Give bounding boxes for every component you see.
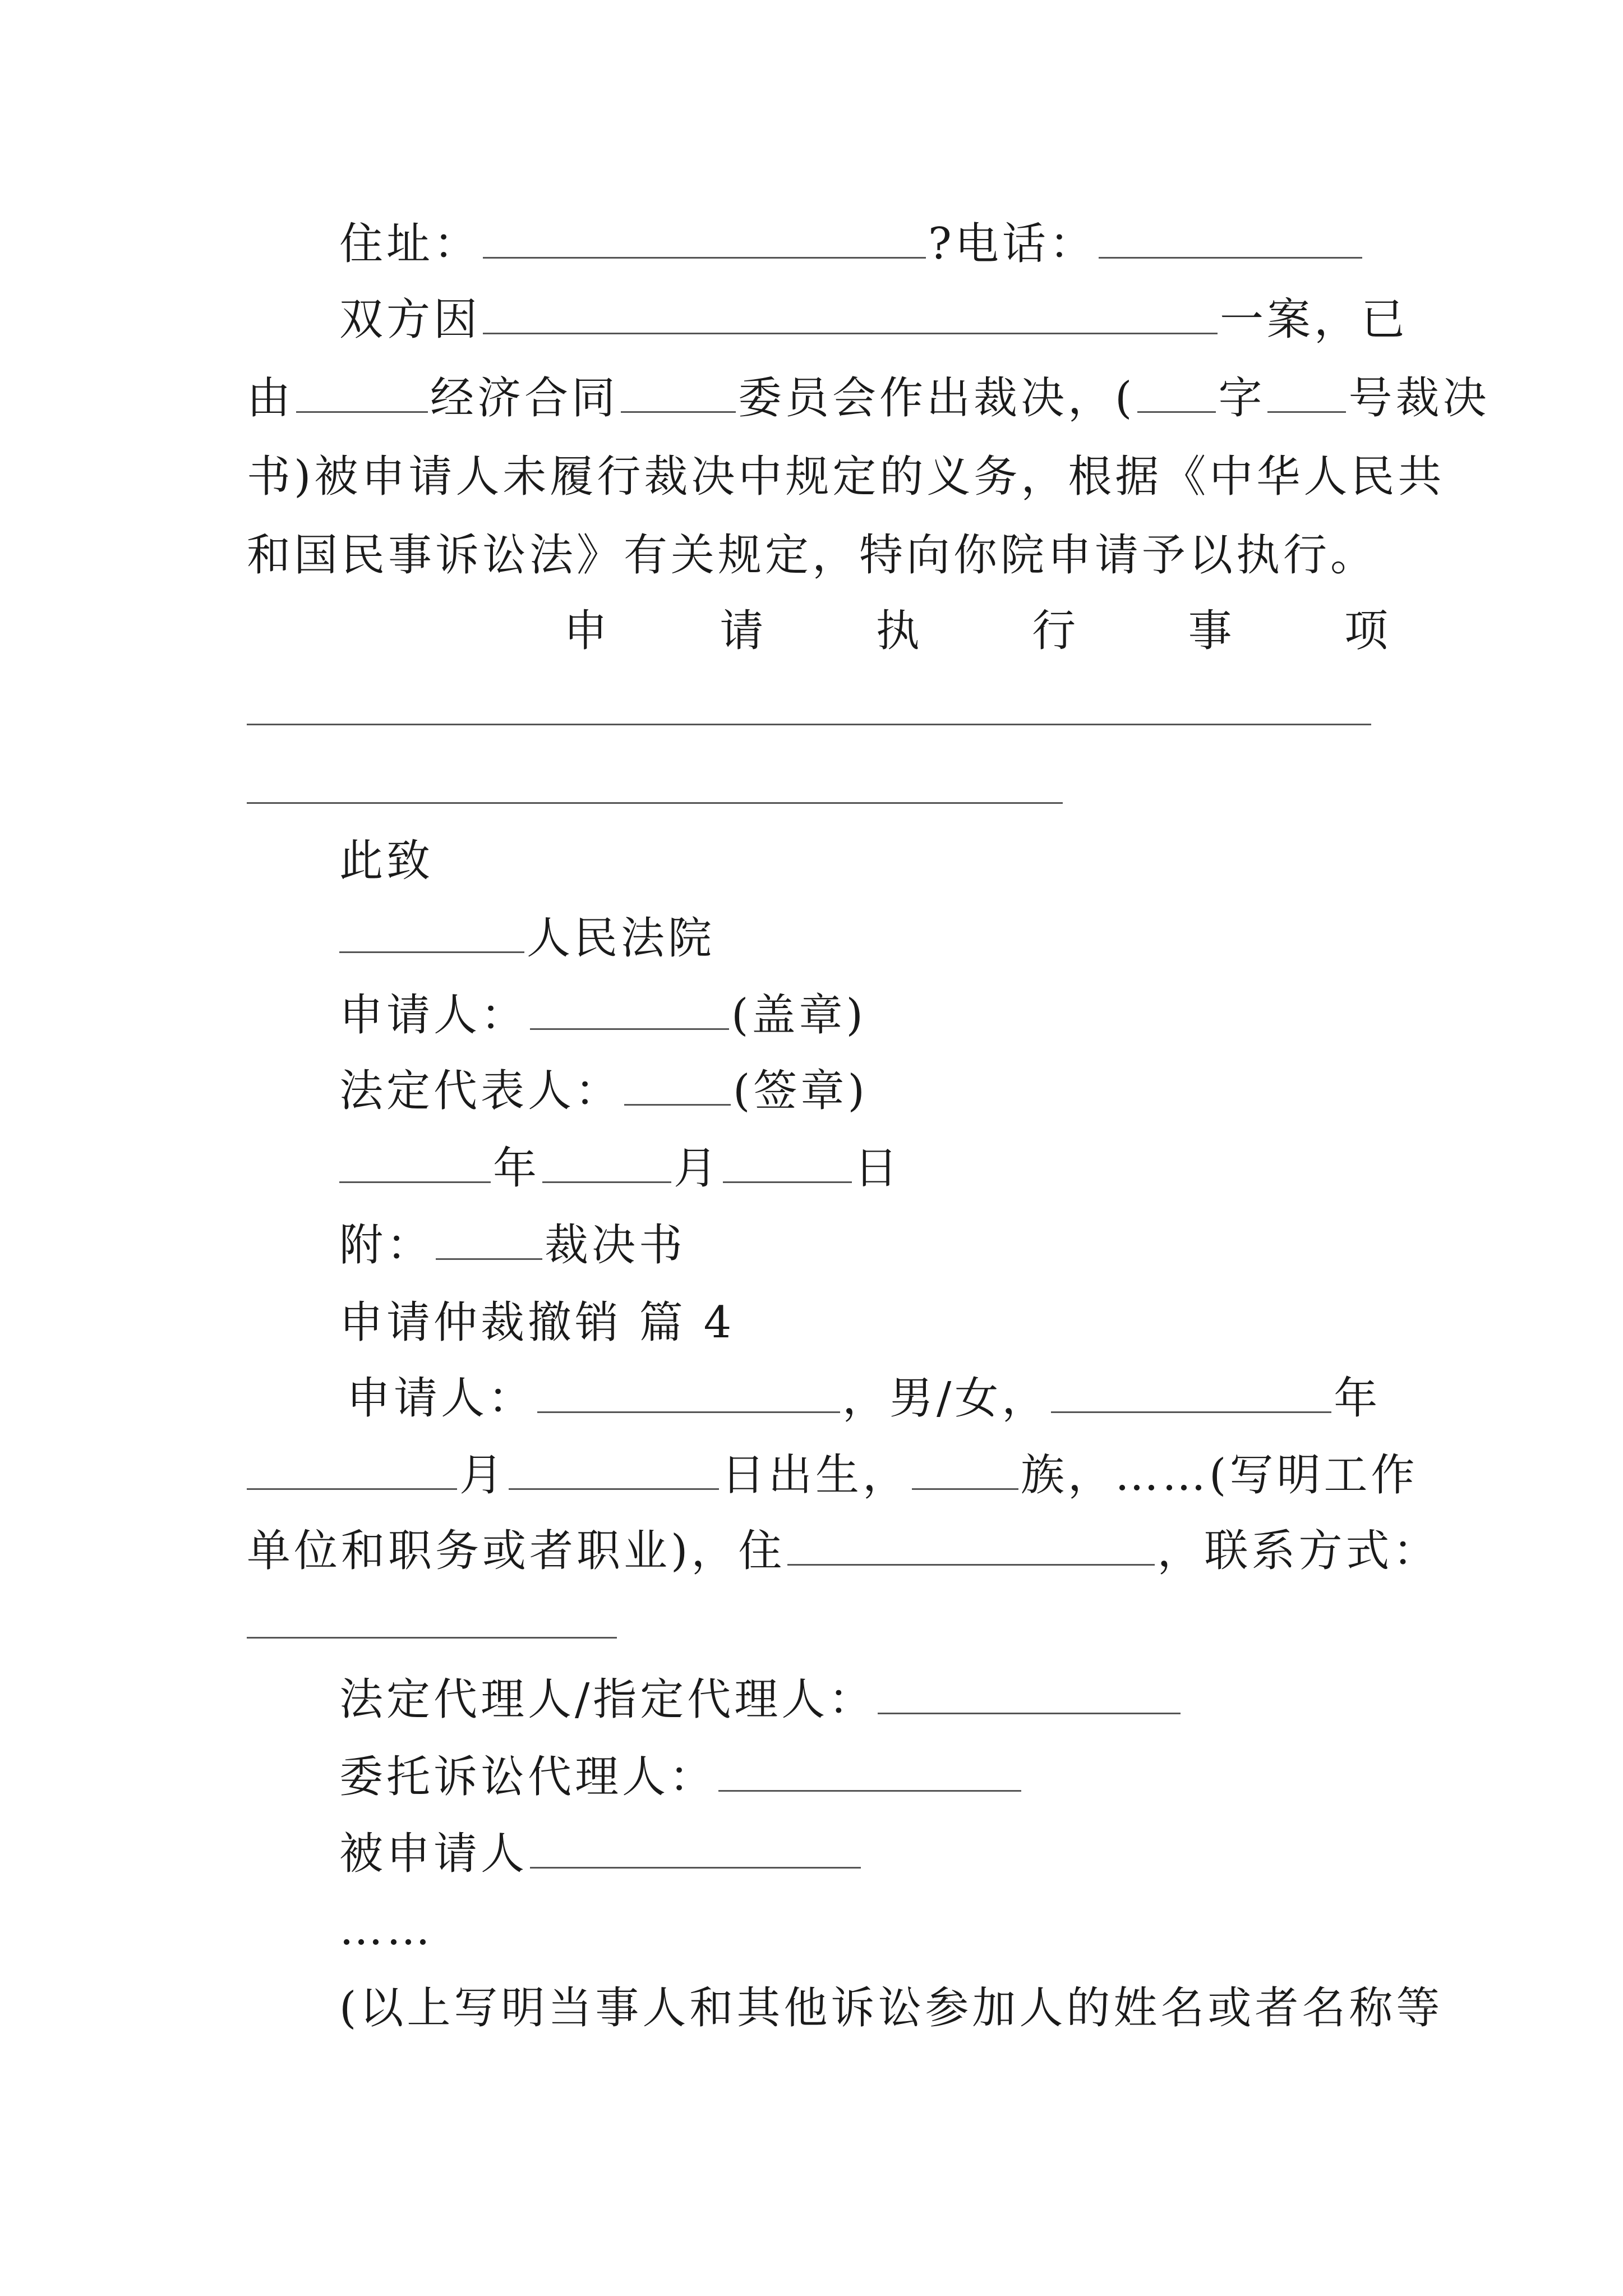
residence-blank[interactable] [787, 1528, 1155, 1566]
text-span: 号裁决 [1348, 373, 1490, 424]
respondent-blank[interactable] [530, 1831, 861, 1869]
birth-month-blank[interactable] [247, 1452, 457, 1490]
heading-char: 行 [1032, 606, 1076, 656]
applicant-blank[interactable] [530, 992, 729, 1030]
legal-rep-line [339, 1055, 1478, 1128]
text-span: 经济合同 [430, 373, 619, 424]
committee-blank[interactable] [621, 375, 736, 413]
text-span: 附： [339, 1220, 434, 1271]
birth-year-blank[interactable] [1051, 1375, 1331, 1413]
text-span: 日出生， [721, 1450, 910, 1501]
contact-blank[interactable] [247, 1637, 617, 1639]
section-title: 申请仲裁撤销 篇 4 [339, 1297, 735, 1348]
heading-application-items [564, 595, 1388, 668]
address-blank[interactable] [483, 221, 926, 259]
text-span: ，联系方式： [1157, 1526, 1440, 1576]
heading-char: 执 [875, 606, 920, 656]
text-span: 委员会作出裁决，( [738, 373, 1136, 424]
text-span: (签章) [733, 1066, 868, 1116]
s4-line2 [247, 1439, 1418, 1512]
date-line [339, 1132, 1478, 1205]
day-blank[interactable] [723, 1145, 852, 1183]
attach-line [339, 1209, 1478, 1282]
heading-char: 项 [1344, 606, 1388, 656]
word-blank[interactable] [1137, 375, 1216, 413]
para1-line3: 书)被申请人未履行裁决中规定的义务，根据《中华人民共 [247, 452, 1445, 502]
heading-char: 请 [720, 606, 764, 656]
agent-blank[interactable] [878, 1677, 1181, 1714]
text-span: 一案，已 [1220, 295, 1409, 345]
name-blank[interactable] [537, 1375, 840, 1413]
address-line [339, 208, 1478, 280]
text-span: (盖章) [731, 990, 866, 1041]
birth-day-blank[interactable] [509, 1452, 719, 1490]
region-blank[interactable] [296, 375, 428, 413]
text-span: 月 [674, 1143, 721, 1194]
attach-blank[interactable] [436, 1222, 542, 1260]
court-line [339, 902, 1478, 975]
ethnicity-blank[interactable] [912, 1452, 1018, 1490]
number-blank[interactable] [1267, 375, 1346, 413]
agent-line [339, 1663, 1478, 1736]
text-span: 被申请人 [339, 1829, 528, 1879]
para1-line1 [339, 283, 1478, 356]
text-span: 由 [247, 373, 294, 424]
phone-blank[interactable] [1099, 221, 1362, 259]
applicant-line [339, 979, 1478, 1052]
text-span: 年 [493, 1143, 541, 1194]
text-span: ，男/女， [842, 1373, 1049, 1424]
text-span: 年 [1334, 1373, 1381, 1424]
court-blank[interactable] [339, 915, 524, 953]
text-span: 月 [459, 1450, 507, 1501]
last-line: (以上写明当事人和其他诉讼参加人的姓名或者名称等 [339, 1983, 1444, 2033]
legal-rep-blank[interactable] [624, 1068, 731, 1106]
text-span: 法定代理人/指定代理人： [339, 1674, 876, 1725]
text-span: 申请人： [347, 1373, 536, 1424]
text-span: 字 [1218, 373, 1266, 424]
entrusted-line [339, 1741, 1478, 1814]
para1-line4: 和国民事诉讼法》有关规定，特向你院申请予以执行。 [247, 530, 1378, 581]
para1-line2 [247, 362, 1490, 435]
items-rule-2[interactable] [247, 802, 1063, 804]
text-span: 申请人： [339, 990, 528, 1041]
year-blank[interactable] [339, 1145, 491, 1183]
text-span: 人民法院 [527, 913, 716, 964]
text-span: 委托诉讼代理人： [339, 1752, 717, 1802]
text-span: 裁决书 [545, 1220, 686, 1271]
text-span: 法定代表人： [339, 1066, 623, 1116]
entrusted-blank[interactable] [718, 1754, 1021, 1792]
heading-char: 申 [564, 606, 608, 656]
heading-char: 事 [1188, 606, 1232, 656]
phone-label: ?电话： [928, 219, 1096, 269]
s4-line3 [247, 1515, 1440, 1588]
s4-line1 [347, 1362, 1387, 1435]
case-blank[interactable] [483, 297, 1218, 334]
text-span: 双方因 [339, 295, 481, 345]
text-span: 族，……(写明工作 [1021, 1450, 1418, 1501]
month-blank[interactable] [542, 1145, 671, 1183]
closing-text: 此致 [339, 836, 434, 886]
ellipsis-line: …… [339, 1904, 434, 1955]
text-span: 日 [854, 1143, 902, 1194]
text-span: 单位和职务或者职业)，住 [247, 1526, 786, 1576]
address-label: 住址： [339, 219, 481, 269]
respondent-line [339, 1818, 1478, 1890]
items-rule-1[interactable] [247, 724, 1371, 725]
